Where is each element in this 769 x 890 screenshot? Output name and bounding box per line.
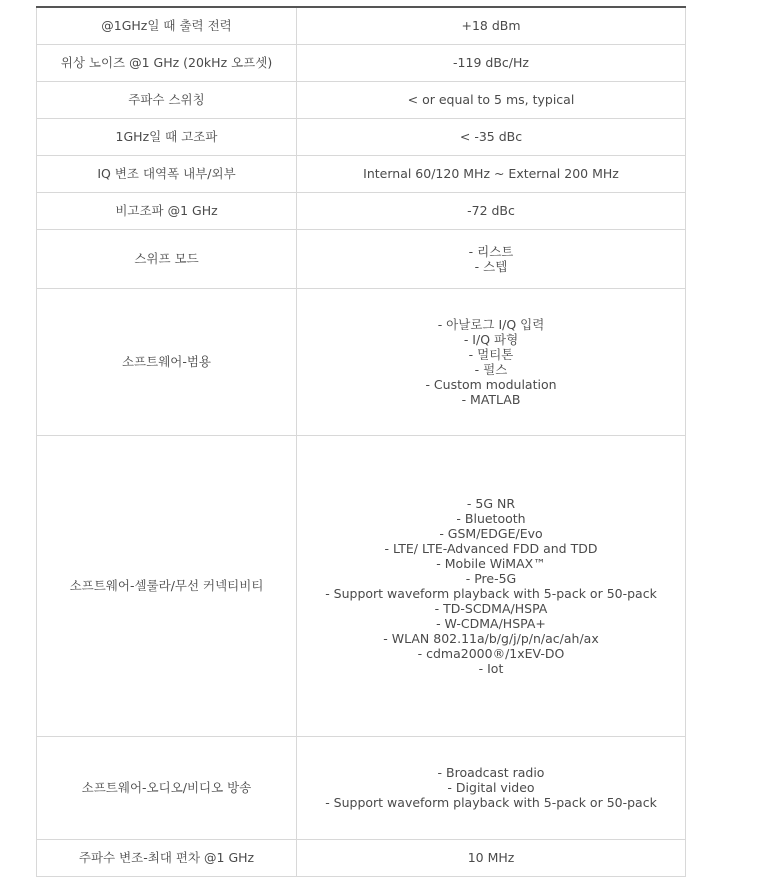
row-label: 주파수 스위칭 [37, 81, 297, 118]
row-label: @1GHz일 때 출력 전력 [37, 7, 297, 44]
row-label: 스위프 모드 [37, 229, 297, 288]
row-value [297, 155, 686, 192]
value-line: - 아날로그 I/Q 입력 [437, 316, 545, 332]
row-value [297, 44, 686, 81]
value-line: - MATLAB [461, 391, 521, 407]
table-row [37, 7, 686, 44]
value-line: - Bluetooth [456, 510, 526, 526]
value-line: - W-CDMA/HSPA+ [436, 615, 546, 631]
row-value [297, 192, 686, 229]
value-line: - 멀티톤 [468, 346, 514, 362]
value-line: - Digital video [447, 780, 535, 795]
table-row [37, 44, 686, 81]
value-line: - GSM/EDGE/Evo [439, 525, 543, 541]
value-line: - 스텝 [474, 258, 508, 274]
row-value [297, 736, 686, 839]
table-row [37, 839, 686, 876]
row-value [297, 81, 686, 118]
row-value [297, 118, 686, 155]
table-row [37, 736, 686, 839]
row-label: 주파수 변조-최대 편차 @1 GHz [37, 839, 297, 876]
spec-table [36, 6, 686, 877]
value-line: - Custom modulation [425, 376, 557, 392]
value-line: - cdma2000®/1xEV-DO [417, 645, 565, 661]
value-line: -119 dBc/Hz [453, 55, 529, 70]
value-line: - Broadcast radio [437, 765, 545, 780]
row-label: 1GHz일 때 고조파 [37, 118, 297, 155]
row-label: IQ 변조 대역폭 내부/외부 [37, 155, 297, 192]
value-line: - 5G NR [466, 495, 516, 511]
value-line: +18 dBm [461, 18, 521, 34]
value-line: - 리스트 [468, 243, 514, 259]
value-line: - Mobile WiMAX™ [436, 555, 546, 571]
value-line: Internal 60/120 MHz ~ External 200 MHz [363, 166, 619, 181]
row-value [297, 229, 686, 288]
row-value [297, 435, 686, 736]
value-line: 10 MHz [467, 850, 515, 865]
value-line: - I/Q 파형 [463, 331, 519, 347]
value-line: - WLAN 802.11a/b/g/j/p/n/ac/ah/ax [383, 630, 599, 646]
value-line: - TD-SCDMA/HSPA [434, 600, 548, 616]
table-row [37, 288, 686, 435]
value-line: < or equal to 5 ms, typical [407, 92, 575, 107]
row-label: 소프트웨어-셀룰라/무선 커넥티비티 [37, 435, 297, 736]
table-row [37, 118, 686, 155]
value-line: - 펄스 [474, 361, 508, 377]
table-row [37, 155, 686, 192]
row-label: 위상 노이즈 @1 GHz (20kHz 오프셋) [37, 44, 297, 81]
table-row [37, 81, 686, 118]
value-line: - Support waveform playback with 5-pack or 50-pack [325, 585, 657, 601]
value-line: - LTE/ LTE-Advanced FDD and TDD [384, 540, 598, 556]
row-value [297, 288, 686, 435]
row-label: 소프트웨어-오디오/비디오 방송 [37, 736, 297, 839]
value-line: - Pre-5G [465, 570, 517, 586]
value-line: < -35 dBc [459, 129, 523, 144]
row-label: 소프트웨어-범용 [37, 288, 297, 435]
row-value [297, 839, 686, 876]
value-line: - Support waveform playback with 5-pack or 50-pack [325, 795, 657, 810]
row-value [297, 7, 686, 44]
table-row [37, 435, 686, 736]
row-label: 비고조파 @1 GHz [37, 192, 297, 229]
value-line: - Iot [478, 660, 504, 676]
table-row [37, 192, 686, 229]
value-line: -72 dBc [467, 203, 515, 218]
table-row [37, 229, 686, 288]
